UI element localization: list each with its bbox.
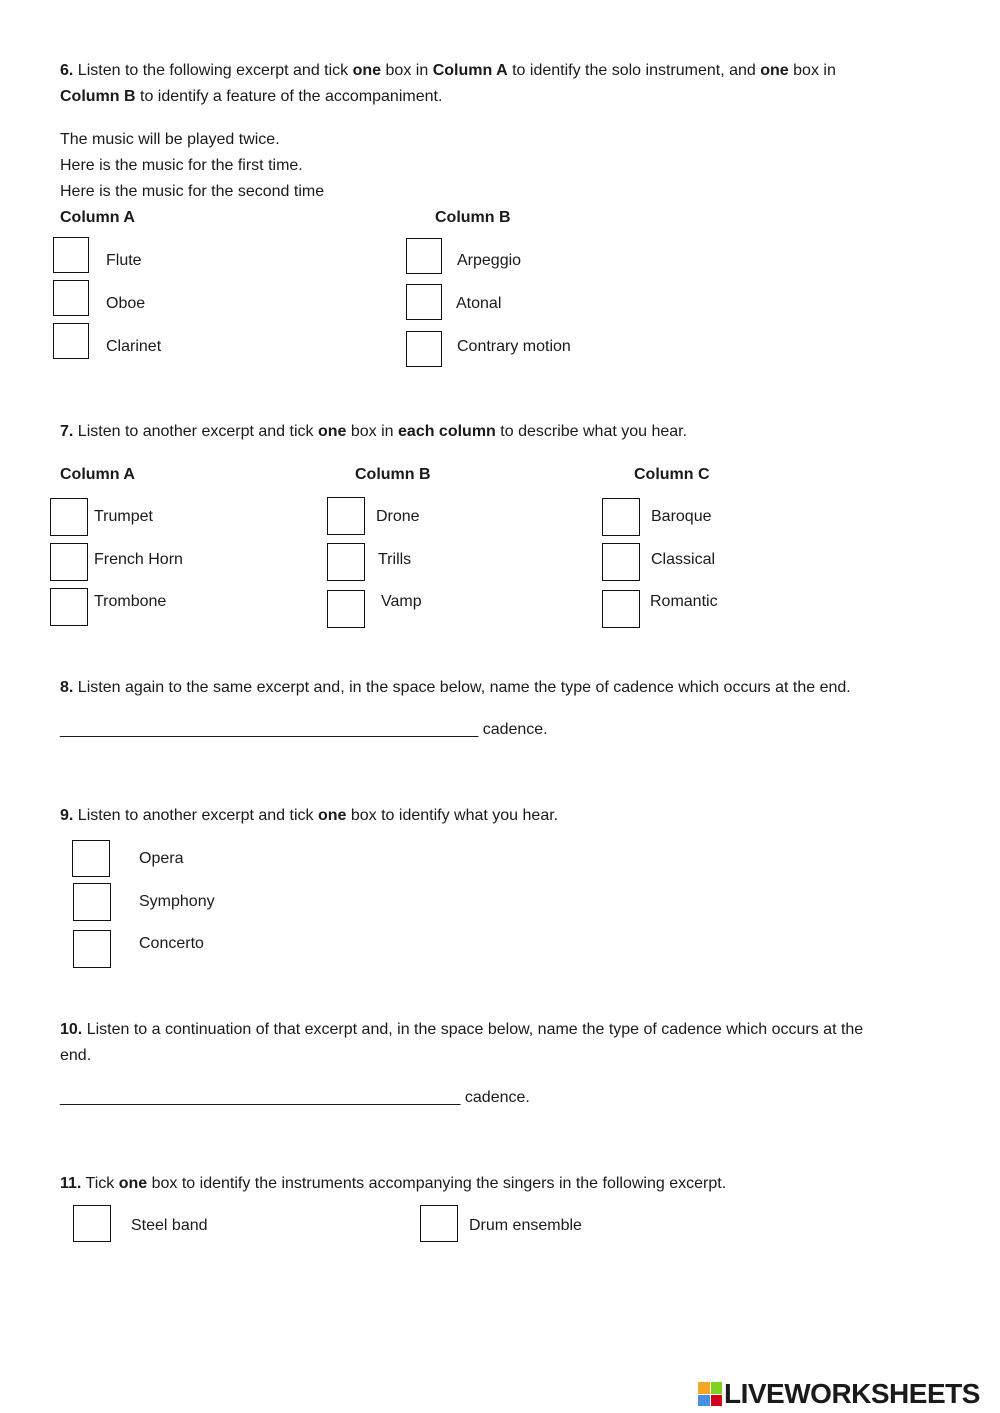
q7-option-label: Trills	[378, 551, 412, 568]
q6-checkbox-arpeggio[interactable]	[406, 238, 442, 274]
q6-option-label: Arpeggio	[457, 252, 522, 269]
q6-prompt-line1: 6. Listen to the following excerpt and tick one box in Column A to identify the solo instrument, and one box in	[60, 62, 836, 79]
q6-column-a-header: Column A	[60, 209, 135, 226]
q9-option-label: Symphony	[139, 893, 215, 910]
q6-option-label: Clarinet	[106, 338, 162, 355]
q6-second-time: Here is the music for the second time	[60, 183, 325, 200]
q7-prompt: 7. Listen to another excerpt and tick one box in each column to describe what you hear.	[60, 423, 688, 440]
q11-checkbox-steel-band[interactable]	[73, 1205, 111, 1242]
q6-checkbox-flute[interactable]	[53, 237, 89, 273]
q7-option-label: Trombone	[94, 593, 167, 610]
logo-mark-icon	[698, 1382, 722, 1406]
q6-checkbox-atonal[interactable]	[406, 284, 442, 320]
logo-text: LIVEWORKSHEETS	[724, 1378, 980, 1409]
q7-checkbox-trills[interactable]	[327, 543, 365, 581]
q6-option-label: Contrary motion	[457, 338, 571, 355]
q7-checkbox-vamp[interactable]	[327, 590, 365, 628]
q6-option-label: Oboe	[106, 295, 146, 312]
q11-prompt: 11. Tick one box to identify the instruments accompanying the singers in the following excerpt.	[60, 1175, 727, 1192]
q8-prompt: 8. Listen again to the same excerpt and, in the space below, name the type of cadence which occurs at the end.	[60, 679, 851, 696]
q6-checkbox-oboe[interactable]	[53, 280, 89, 316]
q9-prompt: 9. Listen to another excerpt and tick one box to identify what you hear.	[60, 807, 559, 824]
q7-option-label: Vamp	[381, 593, 422, 610]
q7-checkbox-trumpet[interactable]	[50, 498, 88, 536]
q6-played-twice: The music will be played twice.	[60, 131, 280, 148]
q7-checkbox-romantic[interactable]	[602, 590, 640, 628]
q7-checkbox-baroque[interactable]	[602, 498, 640, 536]
q6-checkbox-clarinet[interactable]	[53, 323, 89, 359]
q6-column-b-header: Column B	[435, 209, 511, 226]
q7-checkbox-french-horn[interactable]	[50, 543, 88, 581]
q7-column-a-header: Column A	[60, 466, 135, 483]
q10-prompt-line2: end.	[60, 1047, 92, 1064]
logo-tile	[698, 1382, 710, 1394]
q11-option-label: Steel band	[131, 1217, 208, 1234]
q6-option-label: Atonal	[456, 295, 502, 312]
q7-option-label: Drone	[376, 508, 420, 525]
q10-answer-blank[interactable]: _____________________________________________	[60, 1089, 461, 1106]
logo-tile	[711, 1382, 723, 1394]
liveworksheets-logo	[698, 1378, 980, 1410]
q6-checkbox-contrary-motion[interactable]	[406, 331, 442, 367]
q9-checkbox-concerto[interactable]	[73, 930, 111, 968]
q10-prompt-line1: 10. Listen to a continuation of that excerpt and, in the space below, name the type of cadence which occurs at the	[60, 1021, 864, 1038]
q11-option-label: Drum ensemble	[469, 1217, 582, 1234]
q7-checkbox-classical[interactable]	[602, 543, 640, 581]
q7-checkbox-trombone[interactable]	[50, 588, 88, 626]
q7-option-label: Trumpet	[94, 508, 153, 525]
q9-checkbox-opera[interactable]	[72, 840, 110, 877]
q9-option-label: Concerto	[139, 935, 204, 952]
q8-answer-line: _______________________________________________ cadence.	[60, 721, 548, 738]
q9-checkbox-symphony[interactable]	[73, 883, 111, 921]
q7-option-label: French Horn	[94, 551, 183, 568]
q7-option-label: Romantic	[650, 593, 718, 610]
logo-tile	[711, 1395, 723, 1407]
q11-checkbox-drum-ensemble[interactable]	[420, 1205, 458, 1242]
logo-tile	[698, 1395, 710, 1407]
q6-first-time: Here is the music for the first time.	[60, 157, 303, 174]
q7-option-label: Classical	[651, 551, 716, 568]
q7-column-c-header: Column C	[634, 466, 710, 483]
q10-answer-line: _____________________________________________ cadence.	[60, 1089, 530, 1106]
q6-option-label: Flute	[106, 252, 142, 269]
q9-option-label: Opera	[139, 850, 184, 867]
q7-checkbox-drone[interactable]	[327, 497, 365, 535]
q7-option-label: Baroque	[651, 508, 712, 525]
q7-column-b-header: Column B	[355, 466, 431, 483]
q8-answer-blank[interactable]: _______________________________________________	[60, 721, 479, 738]
q6-prompt-line2: Column B to identify a feature of the accompaniment.	[60, 88, 443, 105]
